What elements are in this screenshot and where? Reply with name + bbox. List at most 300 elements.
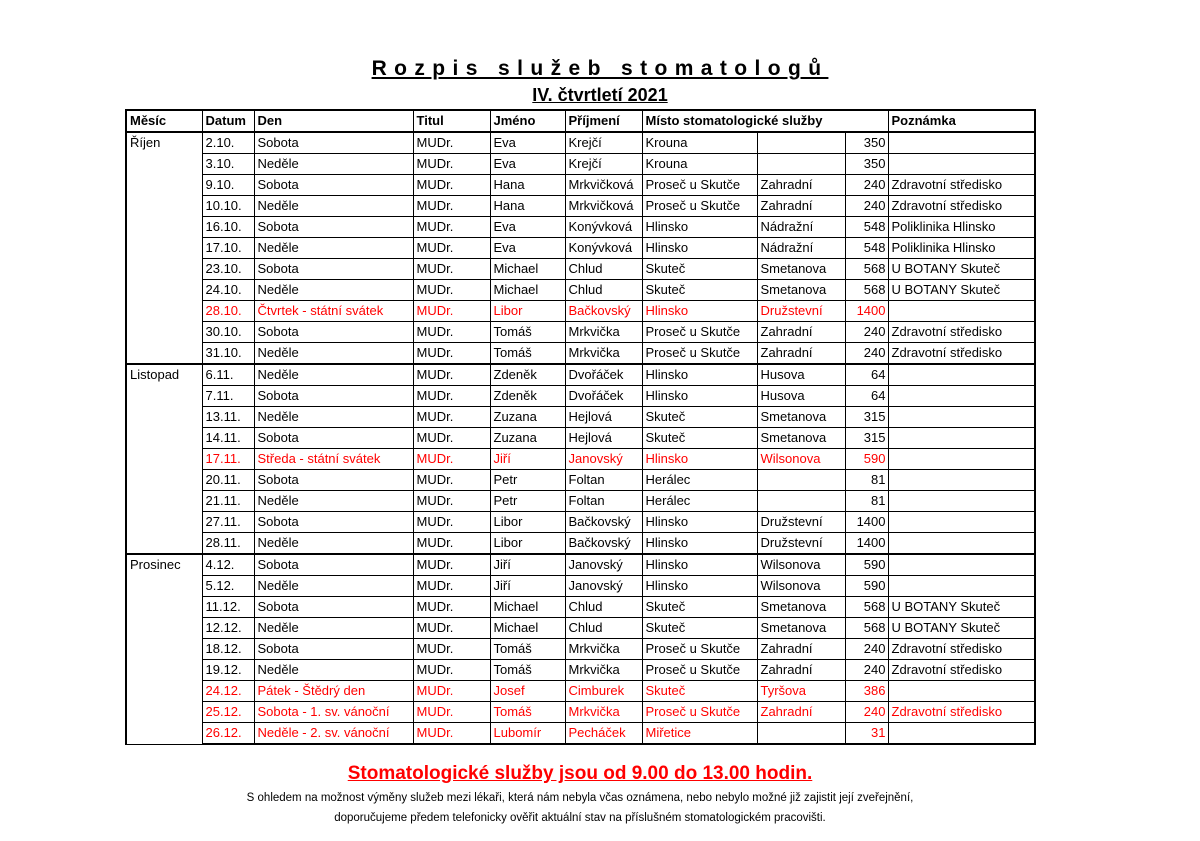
ulice-cell <box>757 723 845 745</box>
table-row <box>126 639 1035 660</box>
prijmeni-cell: Mrkvička <box>565 639 642 660</box>
misto-cell: Hlinsko <box>642 386 757 407</box>
page-title: Rozpis služeb stomatologů <box>371 57 829 80</box>
prijmeni-cell: Mrkvička <box>565 702 642 723</box>
ulice-cell: Wilsonova <box>757 449 845 470</box>
ulice-cell <box>757 470 845 491</box>
footer-note-line-1: S ohledem na možnost výměny služeb mezi lékaři, která nám nebyla včas oznámena, nebo nebylo možné již zajistit její zveřejnění, <box>246 792 914 804</box>
table-row <box>126 702 1035 723</box>
jmeno-cell: Libor <box>490 301 565 322</box>
datum-cell: 24.12. <box>202 681 254 702</box>
titul-cell: MUDr. <box>413 301 490 322</box>
datum-cell: 16.10. <box>202 217 254 238</box>
poznamka-cell <box>888 554 1035 576</box>
schedule-body <box>126 132 1035 744</box>
prijmeni-cell: Pecháček <box>565 723 642 745</box>
table-row <box>126 196 1035 217</box>
table-row <box>126 386 1035 407</box>
cislo-cell: 240 <box>845 196 888 217</box>
prijmeni-cell: Krejčí <box>565 132 642 154</box>
jmeno-cell: Tomáš <box>490 702 565 723</box>
jmeno-cell: Hana <box>490 196 565 217</box>
poznamka-cell <box>888 576 1035 597</box>
den-cell: Neděle <box>254 280 413 301</box>
cislo-cell: 64 <box>845 364 888 386</box>
jmeno-cell: Tomáš <box>490 322 565 343</box>
header-prijmeni: Příjmení <box>565 110 642 132</box>
schedule-table <box>125 109 1036 745</box>
poznamka-cell <box>888 491 1035 512</box>
poznamka-cell: Zdravotní středisko <box>888 175 1035 196</box>
ulice-cell <box>757 491 845 512</box>
table-row <box>126 407 1035 428</box>
poznamka-cell <box>888 681 1035 702</box>
prijmeni-cell: Mrkvička <box>565 343 642 365</box>
den-cell: Neděle <box>254 660 413 681</box>
prijmeni-cell: Mrkvička <box>565 660 642 681</box>
datum-cell: 24.10. <box>202 280 254 301</box>
titul-cell: MUDr. <box>413 175 490 196</box>
titul-cell: MUDr. <box>413 238 490 259</box>
table-row <box>126 660 1035 681</box>
poznamka-cell <box>888 512 1035 533</box>
datum-cell: 9.10. <box>202 175 254 196</box>
prijmeni-cell: Mrkvička <box>565 322 642 343</box>
prijmeni-cell: Bačkovský <box>565 301 642 322</box>
jmeno-cell: Michael <box>490 280 565 301</box>
month-cell: Prosinec <box>126 554 202 744</box>
jmeno-cell: Jiří <box>490 576 565 597</box>
jmeno-cell: Petr <box>490 470 565 491</box>
jmeno-cell: Jiří <box>490 449 565 470</box>
den-cell: Neděle <box>254 238 413 259</box>
datum-cell: 28.10. <box>202 301 254 322</box>
poznamka-cell: U BOTANY Skuteč <box>888 597 1035 618</box>
den-cell: Sobota <box>254 639 413 660</box>
den-cell: Neděle <box>254 343 413 365</box>
datum-cell: 27.11. <box>202 512 254 533</box>
poznamka-cell <box>888 364 1035 386</box>
jmeno-cell: Zdeněk <box>490 386 565 407</box>
misto-cell: Hlinsko <box>642 554 757 576</box>
misto-cell: Proseč u Skutče <box>642 660 757 681</box>
titul-cell: MUDr. <box>413 132 490 154</box>
datum-cell: 18.12. <box>202 639 254 660</box>
prijmeni-cell: Hejlová <box>565 428 642 449</box>
jmeno-cell: Michael <box>490 597 565 618</box>
table-row <box>126 723 1035 745</box>
prijmeni-cell: Chlud <box>565 280 642 301</box>
den-cell: Neděle <box>254 407 413 428</box>
datum-cell: 23.10. <box>202 259 254 280</box>
titul-cell: MUDr. <box>413 618 490 639</box>
prijmeni-cell: Chlud <box>565 618 642 639</box>
cislo-cell: 568 <box>845 597 888 618</box>
prijmeni-cell: Cimburek <box>565 681 642 702</box>
den-cell: Sobota <box>254 554 413 576</box>
cislo-cell: 81 <box>845 470 888 491</box>
poznamka-cell <box>888 132 1035 154</box>
month-cell: Říjen <box>126 132 202 364</box>
datum-cell: 25.12. <box>202 702 254 723</box>
ulice-cell: Družstevní <box>757 301 845 322</box>
misto-cell: Miřetice <box>642 723 757 745</box>
titul-cell: MUDr. <box>413 533 490 555</box>
cislo-cell: 1400 <box>845 533 888 555</box>
table-row <box>126 280 1035 301</box>
poznamka-cell <box>888 533 1035 555</box>
titul-cell: MUDr. <box>413 702 490 723</box>
prijmeni-cell: Janovský <box>565 576 642 597</box>
prijmeni-cell: Mrkvičková <box>565 175 642 196</box>
ulice-cell: Husova <box>757 386 845 407</box>
datum-cell: 12.12. <box>202 618 254 639</box>
ulice-cell: Družstevní <box>757 533 845 555</box>
poznamka-cell: Zdravotní středisko <box>888 660 1035 681</box>
misto-cell: Krouna <box>642 154 757 175</box>
den-cell: Sobota <box>254 597 413 618</box>
ulice-cell: Zahradní <box>757 660 845 681</box>
cislo-cell: 568 <box>845 618 888 639</box>
poznamka-cell <box>888 407 1035 428</box>
datum-cell: 31.10. <box>202 343 254 365</box>
poznamka-cell <box>888 449 1035 470</box>
header-den: Den <box>254 110 413 132</box>
ulice-cell: Smetanova <box>757 407 845 428</box>
poznamka-cell: Zdravotní středisko <box>888 343 1035 365</box>
cislo-cell: 350 <box>845 154 888 175</box>
jmeno-cell: Michael <box>490 618 565 639</box>
cislo-cell: 315 <box>845 428 888 449</box>
den-cell: Středa - státní svátek <box>254 449 413 470</box>
table-row <box>126 533 1035 555</box>
header-misto: Místo stomatologické služby <box>642 110 888 132</box>
datum-cell: 11.12. <box>202 597 254 618</box>
datum-cell: 20.11. <box>202 470 254 491</box>
prijmeni-cell: Janovský <box>565 449 642 470</box>
jmeno-cell: Michael <box>490 259 565 280</box>
table-row <box>126 322 1035 343</box>
poznamka-cell: Zdravotní středisko <box>888 639 1035 660</box>
ulice-cell: Zahradní <box>757 322 845 343</box>
poznamka-cell <box>888 386 1035 407</box>
table-row <box>126 154 1035 175</box>
ulice-cell: Nádražní <box>757 238 845 259</box>
den-cell: Neděle <box>254 491 413 512</box>
misto-cell: Proseč u Skutče <box>642 175 757 196</box>
den-cell: Sobota <box>254 322 413 343</box>
titul-cell: MUDr. <box>413 343 490 365</box>
poznamka-cell: Zdravotní středisko <box>888 196 1035 217</box>
den-cell: Neděle <box>254 618 413 639</box>
cislo-cell: 81 <box>845 491 888 512</box>
poznamka-cell <box>888 470 1035 491</box>
jmeno-cell: Zuzana <box>490 407 565 428</box>
den-cell: Neděle <box>254 576 413 597</box>
den-cell: Sobota <box>254 470 413 491</box>
datum-cell: 4.12. <box>202 554 254 576</box>
titul-cell: MUDr. <box>413 639 490 660</box>
den-cell: Neděle <box>254 196 413 217</box>
jmeno-cell: Tomáš <box>490 639 565 660</box>
jmeno-cell: Zuzana <box>490 428 565 449</box>
prijmeni-cell: Foltan <box>565 491 642 512</box>
datum-cell: 21.11. <box>202 491 254 512</box>
cislo-cell: 240 <box>845 175 888 196</box>
titul-cell: MUDr. <box>413 428 490 449</box>
titul-cell: MUDr. <box>413 660 490 681</box>
misto-cell: Hlinsko <box>642 576 757 597</box>
misto-cell: Skuteč <box>642 407 757 428</box>
misto-cell: Skuteč <box>642 597 757 618</box>
den-cell: Sobota <box>254 428 413 449</box>
ulice-cell: Smetanova <box>757 428 845 449</box>
ulice-cell: Zahradní <box>757 343 845 365</box>
ulice-cell <box>757 154 845 175</box>
ulice-cell: Smetanova <box>757 597 845 618</box>
header-row <box>126 110 1035 132</box>
den-cell: Neděle <box>254 154 413 175</box>
prijmeni-cell: Konývková <box>565 217 642 238</box>
datum-cell: 14.11. <box>202 428 254 449</box>
cislo-cell: 568 <box>845 259 888 280</box>
table-row <box>126 132 1035 154</box>
header-titul: Titul <box>413 110 490 132</box>
table-row <box>126 217 1035 238</box>
misto-cell: Proseč u Skutče <box>642 196 757 217</box>
table-row <box>126 554 1035 576</box>
cislo-cell: 590 <box>845 576 888 597</box>
page-subtitle: IV. čtvrtletí 2021 <box>532 85 668 105</box>
titul-cell: MUDr. <box>413 217 490 238</box>
den-cell: Sobota <box>254 175 413 196</box>
table-row <box>126 259 1035 280</box>
table-row <box>126 681 1035 702</box>
cislo-cell: 240 <box>845 322 888 343</box>
ulice-cell: Zahradní <box>757 175 845 196</box>
service-hours-notice: Stomatologické služby jsou od 9.00 do 13.00 hodin. <box>347 763 813 784</box>
header-datum: Datum <box>202 110 254 132</box>
misto-cell: Proseč u Skutče <box>642 702 757 723</box>
misto-cell: Hlinsko <box>642 364 757 386</box>
footer-note-line-2: doporučujeme předem telefonicky ověřit aktuální stav na příslušném stomatologickém pracovišti. <box>334 812 826 824</box>
jmeno-cell: Eva <box>490 238 565 259</box>
den-cell: Neděle - 2. sv. vánoční <box>254 723 413 745</box>
den-cell: Sobota <box>254 217 413 238</box>
den-cell: Neděle <box>254 533 413 555</box>
prijmeni-cell: Bačkovský <box>565 512 642 533</box>
jmeno-cell: Eva <box>490 132 565 154</box>
cislo-cell: 1400 <box>845 512 888 533</box>
poznamka-cell <box>888 723 1035 745</box>
prijmeni-cell: Janovský <box>565 554 642 576</box>
ulice-cell: Zahradní <box>757 196 845 217</box>
titul-cell: MUDr. <box>413 470 490 491</box>
table-row <box>126 428 1035 449</box>
jmeno-cell: Hana <box>490 175 565 196</box>
misto-cell: Hlinsko <box>642 533 757 555</box>
titul-cell: MUDr. <box>413 407 490 428</box>
cislo-cell: 240 <box>845 343 888 365</box>
datum-cell: 30.10. <box>202 322 254 343</box>
datum-cell: 17.10. <box>202 238 254 259</box>
jmeno-cell: Petr <box>490 491 565 512</box>
table-row <box>126 491 1035 512</box>
den-cell: Sobota - 1. sv. vánoční <box>254 702 413 723</box>
misto-cell: Herálec <box>642 491 757 512</box>
table-row <box>126 238 1035 259</box>
misto-cell: Hlinsko <box>642 217 757 238</box>
ulice-cell: Družstevní <box>757 512 845 533</box>
titul-cell: MUDr. <box>413 449 490 470</box>
jmeno-cell: Libor <box>490 512 565 533</box>
prijmeni-cell: Dvořáček <box>565 386 642 407</box>
titul-cell: MUDr. <box>413 322 490 343</box>
den-cell: Sobota <box>254 259 413 280</box>
poznamka-cell: Poliklinika Hlinsko <box>888 238 1035 259</box>
header-mesic: Měsíc <box>126 110 202 132</box>
table-row <box>126 576 1035 597</box>
den-cell: Čtvrtek - státní svátek <box>254 301 413 322</box>
misto-cell: Skuteč <box>642 618 757 639</box>
cislo-cell: 31 <box>845 723 888 745</box>
jmeno-cell: Eva <box>490 217 565 238</box>
ulice-cell: Nádražní <box>757 217 845 238</box>
misto-cell: Proseč u Skutče <box>642 639 757 660</box>
prijmeni-cell: Dvořáček <box>565 364 642 386</box>
cislo-cell: 240 <box>845 639 888 660</box>
ulice-cell: Husova <box>757 364 845 386</box>
cislo-cell: 315 <box>845 407 888 428</box>
poznamka-cell: Zdravotní středisko <box>888 322 1035 343</box>
ulice-cell: Smetanova <box>757 259 845 280</box>
poznamka-cell <box>888 154 1035 175</box>
den-cell: Sobota <box>254 512 413 533</box>
titul-cell: MUDr. <box>413 196 490 217</box>
jmeno-cell: Tomáš <box>490 343 565 365</box>
header-poznamka: Poznámka <box>888 110 1035 132</box>
cislo-cell: 1400 <box>845 301 888 322</box>
datum-cell: 13.11. <box>202 407 254 428</box>
datum-cell: 3.10. <box>202 154 254 175</box>
misto-cell: Skuteč <box>642 259 757 280</box>
jmeno-cell: Josef <box>490 681 565 702</box>
misto-cell: Herálec <box>642 470 757 491</box>
misto-cell: Hlinsko <box>642 449 757 470</box>
datum-cell: 26.12. <box>202 723 254 745</box>
misto-cell: Hlinsko <box>642 512 757 533</box>
cislo-cell: 240 <box>845 660 888 681</box>
ulice-cell: Zahradní <box>757 702 845 723</box>
prijmeni-cell: Chlud <box>565 597 642 618</box>
cislo-cell: 350 <box>845 132 888 154</box>
datum-cell: 28.11. <box>202 533 254 555</box>
cislo-cell: 548 <box>845 217 888 238</box>
titul-cell: MUDr. <box>413 154 490 175</box>
poznamka-cell: U BOTANY Skuteč <box>888 618 1035 639</box>
jmeno-cell: Eva <box>490 154 565 175</box>
titul-cell: MUDr. <box>413 681 490 702</box>
titul-cell: MUDr. <box>413 554 490 576</box>
misto-cell: Skuteč <box>642 280 757 301</box>
table-row <box>126 618 1035 639</box>
poznamka-cell: U BOTANY Skuteč <box>888 259 1035 280</box>
table-row <box>126 449 1035 470</box>
datum-cell: 2.10. <box>202 132 254 154</box>
den-cell: Neděle <box>254 364 413 386</box>
titul-cell: MUDr. <box>413 723 490 745</box>
prijmeni-cell: Hejlová <box>565 407 642 428</box>
ulice-cell: Smetanova <box>757 280 845 301</box>
den-cell: Sobota <box>254 386 413 407</box>
prijmeni-cell: Krejčí <box>565 154 642 175</box>
jmeno-cell: Jiří <box>490 554 565 576</box>
cislo-cell: 590 <box>845 449 888 470</box>
ulice-cell: Tyršova <box>757 681 845 702</box>
misto-cell: Hlinsko <box>642 301 757 322</box>
datum-cell: 10.10. <box>202 196 254 217</box>
jmeno-cell: Tomáš <box>490 660 565 681</box>
month-cell: Listopad <box>126 364 202 554</box>
poznamka-cell <box>888 301 1035 322</box>
table-row <box>126 343 1035 365</box>
datum-cell: 17.11. <box>202 449 254 470</box>
cislo-cell: 64 <box>845 386 888 407</box>
jmeno-cell: Zdeněk <box>490 364 565 386</box>
cislo-cell: 568 <box>845 280 888 301</box>
cislo-cell: 590 <box>845 554 888 576</box>
misto-cell: Hlinsko <box>642 238 757 259</box>
table-row <box>126 470 1035 491</box>
cislo-cell: 240 <box>845 702 888 723</box>
misto-cell: Krouna <box>642 132 757 154</box>
den-cell: Pátek - Štědrý den <box>254 681 413 702</box>
datum-cell: 7.11. <box>202 386 254 407</box>
titul-cell: MUDr. <box>413 364 490 386</box>
datum-cell: 6.11. <box>202 364 254 386</box>
ulice-cell: Wilsonova <box>757 576 845 597</box>
cislo-cell: 548 <box>845 238 888 259</box>
prijmeni-cell: Bačkovský <box>565 533 642 555</box>
table-row <box>126 364 1035 386</box>
ulice-cell <box>757 132 845 154</box>
header-jmeno: Jméno <box>490 110 565 132</box>
poznamka-cell: Poliklinika Hlinsko <box>888 217 1035 238</box>
titul-cell: MUDr. <box>413 386 490 407</box>
table-row <box>126 301 1035 322</box>
misto-cell: Proseč u Skutče <box>642 322 757 343</box>
prijmeni-cell: Mrkvičková <box>565 196 642 217</box>
titul-cell: MUDr. <box>413 280 490 301</box>
den-cell: Sobota <box>254 132 413 154</box>
prijmeni-cell: Foltan <box>565 470 642 491</box>
jmeno-cell: Lubomír <box>490 723 565 745</box>
titul-cell: MUDr. <box>413 512 490 533</box>
misto-cell: Skuteč <box>642 681 757 702</box>
datum-cell: 5.12. <box>202 576 254 597</box>
titul-cell: MUDr. <box>413 576 490 597</box>
prijmeni-cell: Chlud <box>565 259 642 280</box>
poznamka-cell: Zdravotní středisko <box>888 702 1035 723</box>
misto-cell: Skuteč <box>642 428 757 449</box>
ulice-cell: Smetanova <box>757 618 845 639</box>
ulice-cell: Zahradní <box>757 639 845 660</box>
table-row <box>126 175 1035 196</box>
titul-cell: MUDr. <box>413 259 490 280</box>
titul-cell: MUDr. <box>413 491 490 512</box>
cislo-cell: 386 <box>845 681 888 702</box>
ulice-cell: Wilsonova <box>757 554 845 576</box>
